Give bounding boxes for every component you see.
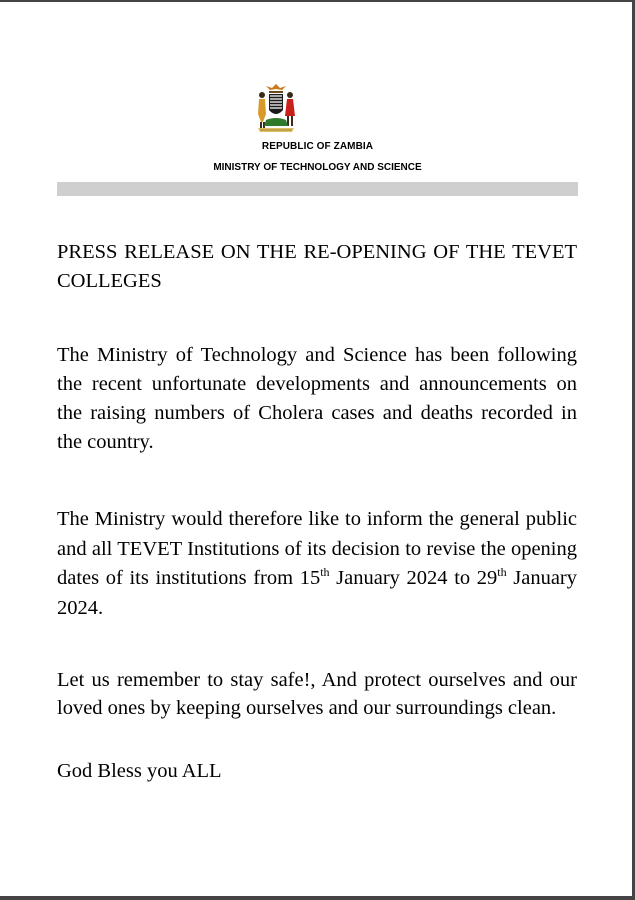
- zambia-coat-of-arms-icon: [252, 82, 300, 134]
- paragraph-2-part-c: January 2024.: [57, 567, 577, 619]
- ministry-heading: MINISTRY OF TECHNOLOGY AND SCIENCE: [213, 162, 422, 173]
- paragraph-2-part-a: The Ministry would therefore like to inform the general public and all TEVET Institutions of its decision to revise the opening dates of its institutions from 15: [57, 508, 577, 589]
- paragraph-1: The Ministry of Technology and Science has been following the recent unfortunate developments and announcements on the raising numbers of Cholera cases and deaths recorded in the country.: [57, 344, 577, 453]
- ordinal-suffix: th: [497, 565, 507, 579]
- paragraph-2-part-b: January 2024 to 29: [329, 567, 498, 589]
- header-divider-bar: [57, 182, 578, 196]
- paragraph-2: [57, 505, 577, 623]
- press-release-title: PRESS RELEASE ON THE RE-OPENING OF THE TEVET COLLEGES: [57, 241, 577, 292]
- closing-line: God Bless you ALL: [57, 760, 222, 782]
- paragraph-3: Let us remember to stay safe!, And protect ourselves and our loved ones by keeping ourselves and our surroundings clean.: [57, 669, 577, 719]
- republic-heading: REPUBLIC OF ZAMBIA: [261, 141, 374, 152]
- ordinal-suffix: th: [320, 565, 330, 579]
